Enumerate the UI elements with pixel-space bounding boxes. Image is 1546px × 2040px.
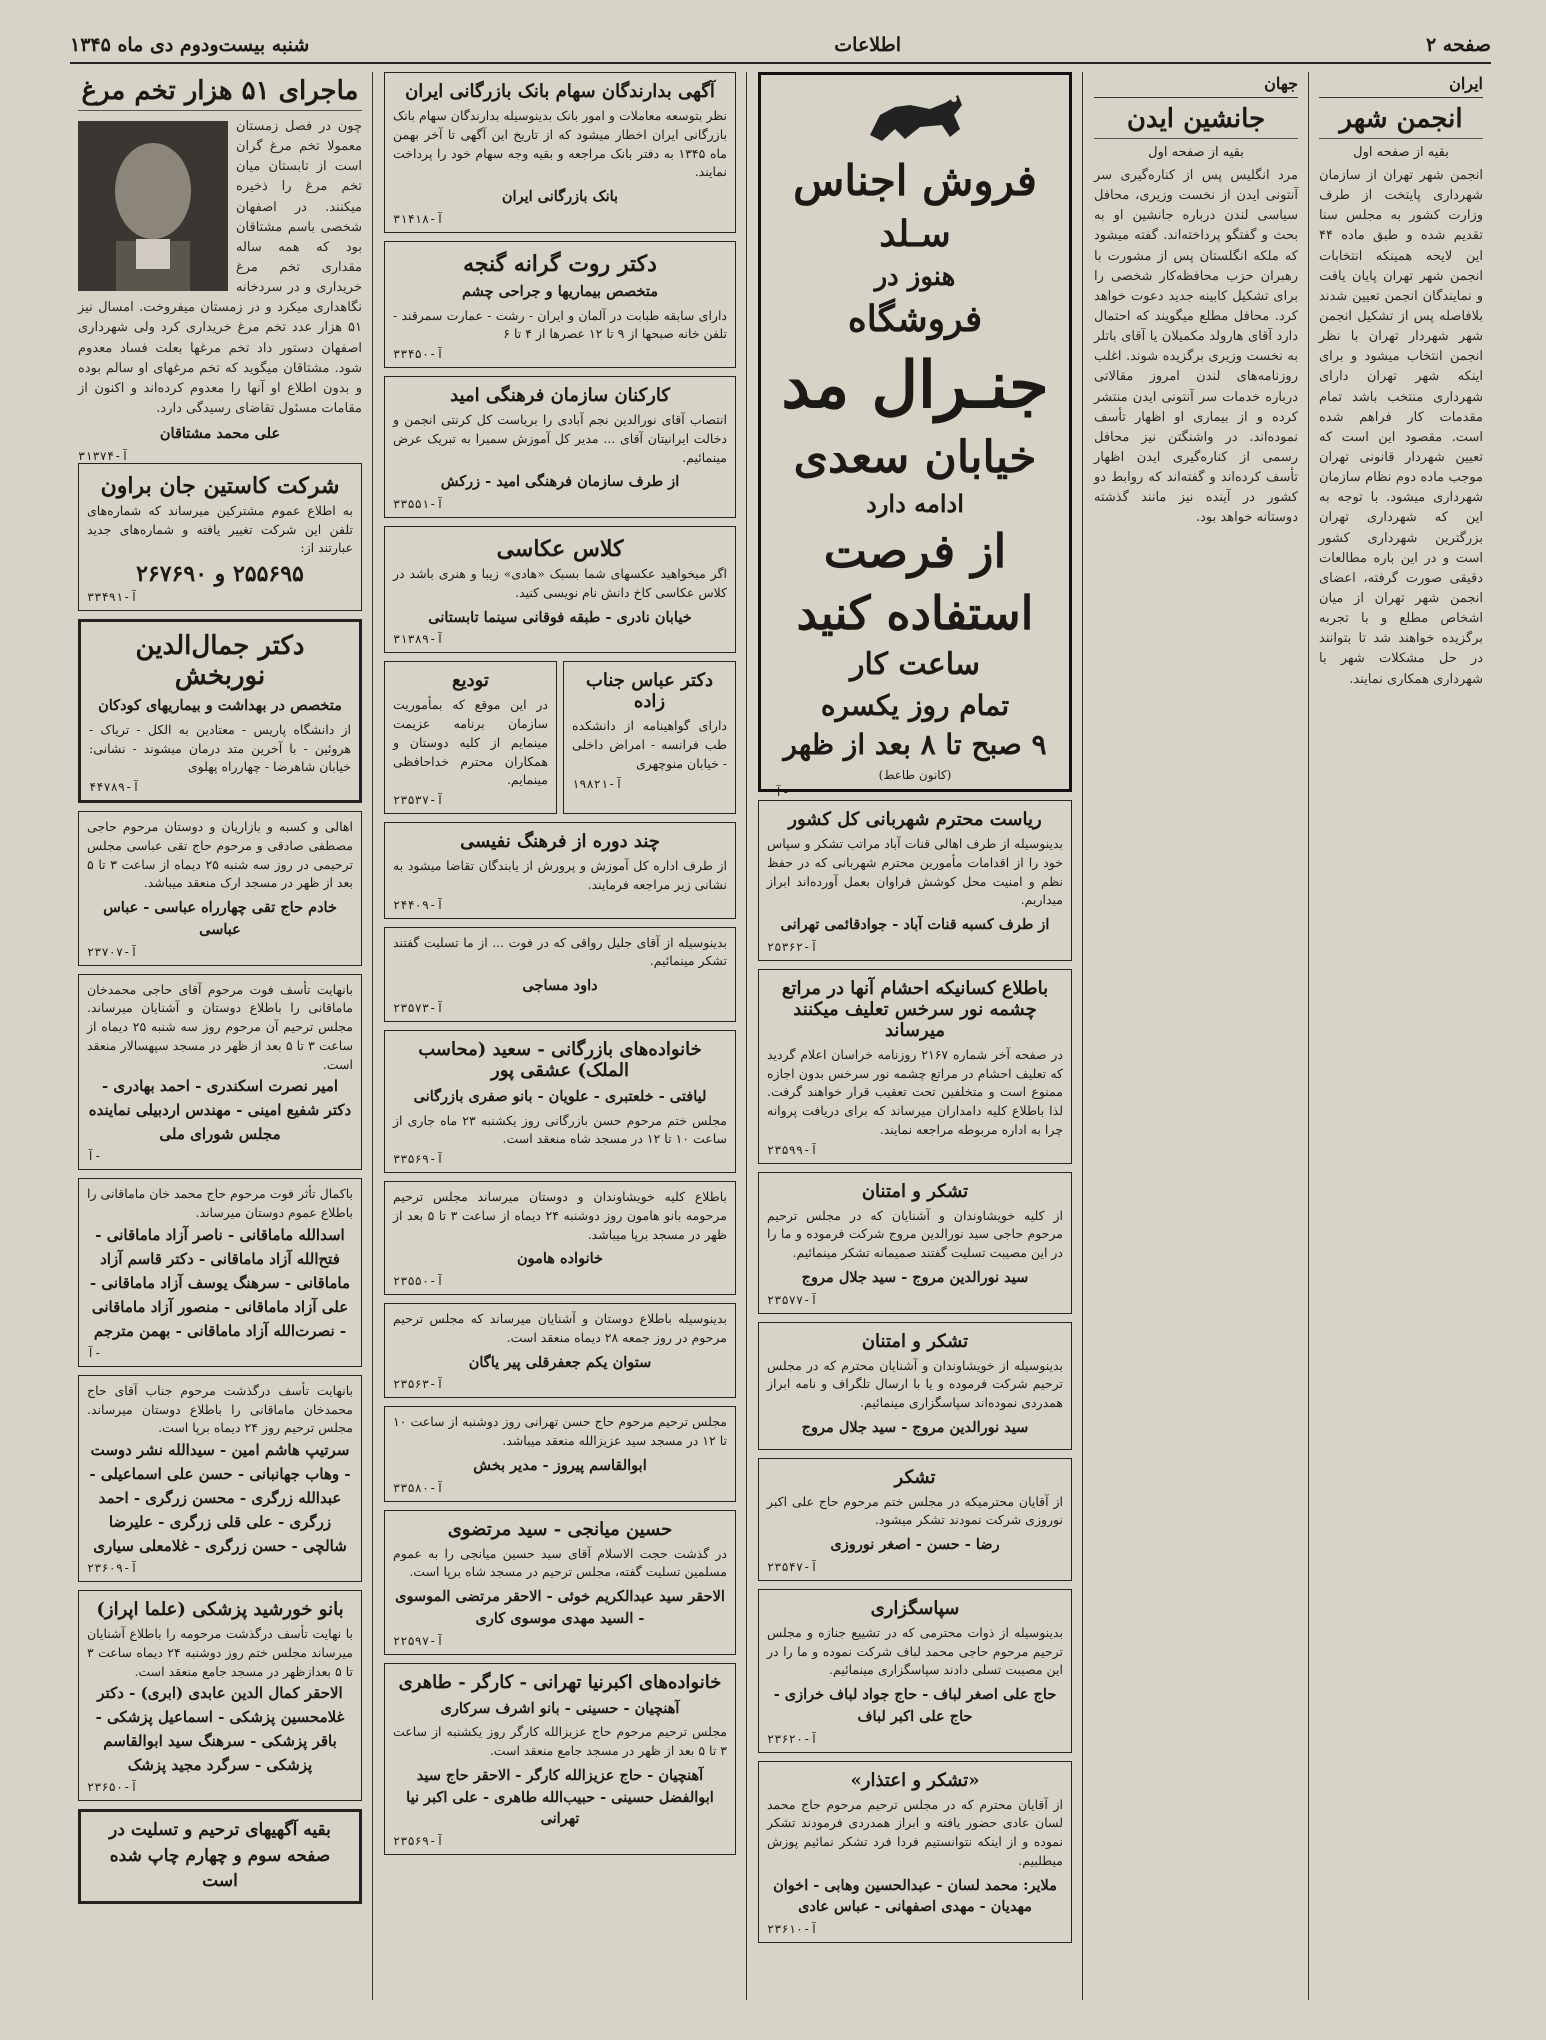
article-continued: بقیه از صفحه اول bbox=[1148, 145, 1244, 160]
hours-time: ۹ صبح تا ۸ بعد از ظهر bbox=[783, 727, 1047, 761]
doctor-ad bbox=[384, 241, 736, 368]
notice-title: تشکر و امتنان bbox=[861, 1330, 969, 1352]
notice-police bbox=[758, 800, 1072, 961]
notice-names: آهنچیان - حسینی - بانو اشرف سرکاری bbox=[440, 1699, 680, 1717]
notice-text: با نهایت تأسف درگذشت مرحومه را باطلاع آشنایان میرساند مجلس ختم روز دوشنبه ۲۴ دیماه ساعت ۳ تا ۵ بعدازظهر در مسجد جامع منعقد است. bbox=[87, 1626, 353, 1679]
ad-code: آ-۲۳۶۵۰ bbox=[87, 1780, 138, 1795]
notice-title: کارکنان سازمان فرهنگی امید bbox=[450, 385, 670, 406]
notice-sign: آهنچیان - حاج عزیزالله کارگر - الاحقر حاج سید ابوالفضل حسینی - حبیب‌الله طاهری - علی اکبر نیا تهرانی bbox=[406, 1766, 714, 1828]
condolence-notice bbox=[384, 1510, 736, 1655]
ad-code: آ-۳۱۳۷۴ bbox=[78, 448, 129, 463]
notice-title: ریاست محترم شهربانی کل کشور bbox=[788, 809, 1042, 830]
notice-title: تشکر bbox=[894, 1466, 936, 1488]
ad-code: آ-۳۳۵۸۰ bbox=[393, 1480, 444, 1495]
notice-names: لیافتی - خلعتبری - علویان - بانو صفری بازرگانی bbox=[413, 1087, 707, 1105]
notice-sign: از طرف کسبه قنات آباد - جوادقائمی تهرانی bbox=[780, 916, 1050, 933]
notice-text: در صفحه آخر شماره ۲۱۶۷ روزنامه خراسان اعلام گردید که تعلیف احشام در مراتع چشمه نور سرخس بدون اجازه ممنوع است و متخلفین تحت تعقیب قرار خواهند گرفت. لذا باطلاع کلیه دامداران میرساند که برای دریافت پروانه چرا به اداره مربوطه مراجعه نمایند. bbox=[767, 1046, 1063, 1137]
notice-names: امیر نصرت اسکندری - احمد بهادری - دکتر شفیع امینی - مهندس اردبیلی نماینده مجلس شورای ملی bbox=[88, 1077, 352, 1144]
issue-date: شنبه بیست‌ودوم دی ماه ۱۳۴۵ bbox=[70, 34, 310, 56]
notice-title: کلاس عکاسی bbox=[496, 536, 624, 562]
page-label: صفحه ۲ bbox=[1425, 34, 1491, 56]
article-body: انجمن شهر تهران از سازمان شهرداری پایتخت از طرف وزارت کشور به مجلس سنا تقدیم شده و طبق ماده ۴۴ این لایحه همینکه انتخابات انجمن شهر تهران پایان یافت و نمایندگان انجمن تعیین شدند بلافاصله پس از تشکیل انجمن شهر شهردار تهران با نظر انجمن انتخاب میشود و برای اینکه شهر تهران دارای شهرداری منتخب باشد تمام مقدمات کار فراهم شده است. مقصود این است که تعیین شهردار قانونی تهران موجب ماده دوم نظام سازمان شهرداری میشود. با توجه به این که شهرداری تهران بزرگترین شهرداری کشور است و در این باره مطالعات دقیقی صورت گرفته، اعضای انجمن شهر تهران از میان اشخاص مطلع و با تجربه برگزیده خواهند شد تا بتوانند در حل مشکلات شهر با شهرداری همکاری نمایند. bbox=[1319, 168, 1483, 687]
column-iran bbox=[1311, 72, 1491, 2000]
thanks-notice bbox=[758, 1458, 1072, 1581]
ad-code: آ-۱۹۸۲۱ bbox=[572, 776, 623, 791]
doctor-name: دکتر عباس جناب زاده bbox=[585, 670, 714, 713]
doctor-specialty: متخصص بیماریها و جراحی چشم bbox=[462, 282, 658, 300]
notice-names: سرتیپ هاشم امین - سیدالله نشر دوست - وهاب جهانبانی - حسن علی اسماعیلی - عبدالله زرگری - محسن زرگری - احمد زرگری - علی قلی زرگری - علیرضا شالچی - حسن زرگری - غلامعلی سیاری bbox=[89, 1441, 351, 1556]
paper-name: اطلاعات bbox=[834, 34, 902, 56]
column-ads-middle bbox=[376, 72, 744, 2000]
sale-line: سـلد bbox=[879, 212, 951, 255]
lost-item-ad bbox=[384, 822, 736, 919]
notice-names: اسدالله ماماقانی - ناصر آزاد ماماقانی - فتح‌الله آزاد ماماقانی - دکتر قاسم آزاد ماماقانی - سرهنگ یوسف آزاد ماماقانی - علی آزاد ماماقانی - منصور آزاد ماماقانی - نصرت‌الله آزاد ماماقانی - بهمن مترجم bbox=[89, 1225, 351, 1340]
column-world bbox=[1086, 72, 1306, 2000]
notice-sign: از طرف سازمان فرهنگی امید - زرکش bbox=[440, 473, 680, 491]
phone-numbers: ۲۵۵۶۹۵ و ۲۶۷۶۹۰ bbox=[136, 561, 304, 588]
article-body: مرد انگلیس پس از کناره‌گیری سر آنتونی ایدن از نخست وزیری، محافل سیاسی لندن درباره جانشین او به بحث و گفتگو پرداخته‌اند. گفته میشود که ملکه انگلستان پس از مشورت با رهبران حزب محافظه‌کار شخصی را برای تشکیل کابینه جدید دعوت خواهد کرد. محافل مطلع میگویند که احتمال دارد آقای هارولد مکمیلان یا آقای باتلر به نخست وزیری برگزیده شوند. اغلب روزنامه‌های لندن امروز مقالاتی درباره خدمات سر آنتونی ایدن منتشر کرده و از بیماری او اظهار تأسف نموده‌اند. در واشنگتن نیز محافل رسمی از کناره‌گیری ایدن اظهار تأسف کرده‌اند و گفته‌اند که روابط دو کشور در آینده نیز مانند گذشته دوستانه خواهد بود. bbox=[1094, 168, 1298, 526]
notice-sign: سید نورالدین مروج - سید جلال مروج bbox=[801, 1418, 1029, 1436]
notice-title: تودیع bbox=[452, 670, 489, 692]
notice-title: آگهی بدارندگان سهام بانک بازرگانی ایران bbox=[405, 81, 715, 102]
article-headline: انجمن شهر bbox=[1319, 104, 1483, 139]
thanks-notice bbox=[758, 1589, 1072, 1753]
section-label: جهان bbox=[1094, 72, 1298, 98]
notice-title: چند دوره از فرهنگ نفیسی bbox=[460, 831, 660, 852]
notice-text: بانهایت تأسف درگذشت مرحوم جناب آقای حاج محمدخان ماماقانی را باطلاع دوستان میرساند. مجلس ترحیم روز ۲۴ دیماه برپا است. bbox=[87, 1382, 353, 1436]
article-headline: ماجرای ۵۱ هزار تخم مرغ bbox=[78, 76, 362, 111]
sale-line: استفاده کنید bbox=[796, 585, 1034, 640]
column-rule bbox=[372, 72, 373, 2000]
ad-code: آ-۴۴۷۸۹ bbox=[89, 780, 140, 795]
doctor-name: دکتر روت گرانه گنجه bbox=[463, 250, 657, 277]
sale-line: ادامه دارد bbox=[866, 489, 964, 518]
condolence-notice bbox=[78, 1590, 362, 1801]
ad-code: آ- bbox=[87, 1149, 102, 1164]
culture-ad bbox=[384, 376, 736, 518]
sale-advertisement bbox=[758, 72, 1072, 799]
bank-notice bbox=[384, 72, 736, 233]
ad-code: آ-۲۳۵۴۷ bbox=[767, 1559, 818, 1574]
notice-text: بدینوسیله از آقای جلیل رواقی که در فوت ... از ما تسلیت گفتند تشکر مینمائیم. bbox=[393, 934, 727, 969]
notice-text: باطلاع کلیه خویشاوندان و دوستان میرساند مجلس ترحیم مرحومه بانو هامون روز دوشنبه ۲۴ دیماه از ساعت ۳ تا ۵ بعد از ظهر در مسجد برپا میباشد. bbox=[393, 1189, 728, 1242]
notice-title: ستوان یکم جعفرقلی پیر یاگان bbox=[468, 1353, 652, 1371]
notice-pasture bbox=[758, 969, 1072, 1164]
ad-code: آ- bbox=[775, 784, 790, 799]
egg-story bbox=[78, 76, 362, 463]
article-body: چون در فصل زمستان معمولا تخم مرغ گران است از تابستان میان تخم مرغ را ذخیره میکنند. در اصفهان شخصی باسم مشتاقان بود که همه ساله مقداری تخم مرغ خریداری و در سردخانه نگاهداری میکرد و در زمستان میفروخت. امسال نیز ۵۱ هزار عدد تخم مرغ خریداری کرد ولی شهرداری اصفهان دستور داد تخم مرغها بعلت فساد معدوم شود. مشتاقان میگوید که تخم مرغهای او سالم بوده و بدون اطلاع او آنها را معدوم کرده‌اند و اکنون از مقامات مسئول تقاضای رسیدگی دارد. bbox=[78, 119, 362, 416]
notice-title: باطلاع کسانیکه احشام آنها در مراتع چشمه نور سرخس تعلیف میکنند میرساند bbox=[781, 977, 1049, 1041]
notice-text: از کلیه خویشاوندان و آشنایان که در مجلس ترحیم مرحوم حاجی سید نورالدین مروج شرکت فرموده و ما را در این مصیبت تسلیت گفتند صمیمانه تشکر مینمائیم. bbox=[767, 1207, 1063, 1260]
notice-title: بانو خورشید پزشکی (علما اپراز) bbox=[96, 1599, 344, 1621]
store-name: جنـرال مد bbox=[781, 348, 1049, 423]
footer-note-box bbox=[78, 1809, 362, 1904]
footer-note: بقیه آگهیهای ترحیم و تسلیت در صفحه سوم و چهارم چاپ شده است bbox=[109, 1820, 331, 1892]
company-name: شرکت کاستین جان براون bbox=[100, 472, 340, 499]
notice-text: اگر میخواهید عکسهای شما بسبک «هادی» زیبا و هنری باشد در کلاس عکاسی کاخ دانش نام نویسی کنید. bbox=[393, 566, 727, 600]
sale-line: هنوز در bbox=[874, 261, 956, 292]
thanks-notice bbox=[758, 1761, 1072, 1944]
doctor-ad bbox=[78, 619, 362, 803]
notice-text: بدینوسیله از ذوات محترمی که در تشییع جنازه و مجلس ترحیم مرحوم حاجی محمد لباف شرکت نموده و ما را در این مصیبت تسلی دادند سپاسگزاری مینمائیم. bbox=[767, 1624, 1063, 1678]
ad-code: آ-۳۱۳۸۹ bbox=[393, 632, 444, 647]
ad-code: آ-۲۳۶۰۹ bbox=[87, 1561, 138, 1576]
notice-text: بدینوسیله باطلاع دوستان و آشنایان میرساند که مجلس ترحیم مرحوم در روز جمعه ۲۸ دیماه منعقد است. bbox=[393, 1311, 727, 1345]
doctor-name: دکتر جمال‌الدین نوربخش bbox=[135, 631, 305, 692]
ad-code: آ-۳۳۵۶۹ bbox=[393, 1152, 444, 1166]
ad-code: آ-۲۳۵۶۳ bbox=[393, 1377, 444, 1392]
notice-names: الاحقر کمال الدین عابدی (ابری) - دکتر غلامحسین پزشکی - اسماعیل پزشکی - باقر پزشکی - سرهنگ سید ابوالقاسم پزشکی - سرگرد مجید پزشک bbox=[95, 1684, 345, 1775]
ad-code: آ-۲۳۵۹۹ bbox=[767, 1142, 818, 1157]
photo-class-ad bbox=[384, 526, 736, 653]
notice-text: باکمال تأثر فوت مرحوم حاج محمد خان ماماقانی را باطلاع عموم دوستان میرساند. bbox=[87, 1186, 353, 1221]
condolence-notice bbox=[78, 974, 362, 1171]
notice-text: انتصاب آقای نورالدین نجم آبادی را بریاست کل کرنتی انجمن و دخالت ایرانیتان آقای ... مدیر کل آموزش سمیرا به تبریک عرض مینمائیم. bbox=[393, 412, 727, 465]
article-byline: علی محمد مشتاقان bbox=[159, 425, 281, 443]
condolence-notice bbox=[384, 1663, 736, 1856]
notice-sign: داود مساجی bbox=[522, 977, 598, 994]
notice-text: از طرف اداره کل آموزش و پرورش از یابندگان تقاضا میشود به نشانی زیر مراجعه فرمایند. bbox=[393, 858, 727, 892]
farewell-ad bbox=[384, 661, 557, 814]
ad-code: آ-۲۳۵۳۷ bbox=[393, 793, 444, 807]
sale-line: فروش اجناس bbox=[793, 156, 1037, 205]
condolence-notice bbox=[384, 1303, 736, 1398]
notice-title: ابوالقاسم پیروز - مدیر بخش bbox=[473, 1456, 647, 1474]
condolence-notice bbox=[78, 811, 362, 966]
notice-text: در گذشت حجت الاسلام آقای سید حسین میانجی را به عموم مسلمین تسلیت گفته، مجلس ترحیم در مسجد شاه برپا است. bbox=[393, 1545, 727, 1580]
notice-text: از آقایان محترم که در مجلس ترحیم مرحوم حاج محمد لسان عادی حضور یافته و ابراز همدردی فرمودند تشکر نموده و از اینکه نتوانستیم فردا فرد تشکر نمائیم پوزش میطلبیم. bbox=[767, 1796, 1063, 1868]
notice-text: از آقایان محترمیکه در مجلس ختم مرحوم حاج علی اکبر نوروزی شرکت نمودند تشکر میشود. bbox=[767, 1493, 1063, 1528]
column-rule bbox=[746, 72, 747, 2000]
portrait-photo bbox=[78, 121, 228, 291]
doctor-details: دارای سابقه طبابت در آلمان و ایران - رشت - عمارت سمرقند - تلفن خانه صبحها از ۹ تا ۱۲ عصرها از ۴ تا ۶ bbox=[393, 307, 727, 342]
column-rule bbox=[1308, 72, 1309, 2000]
notice-text: مجلس ترحیم مرحوم حاج حسن تهرانی روز دوشنبه از ساعت ۱۰ تا ۱۲ در مسجد سید عزیزالله منعقد میباشد. bbox=[393, 1414, 727, 1448]
notice-title: خانواده‌های بازرگانی - سعید (محاسب الملک) عشقی پور bbox=[418, 1038, 702, 1081]
store-street: خیابان سعدی bbox=[793, 432, 1037, 483]
company-ad bbox=[78, 463, 362, 611]
ad-code: آ-۲۴۴۰۹ bbox=[393, 897, 444, 912]
notice-sign: سید نورالدین مروج - سید جلال مروج bbox=[801, 1268, 1029, 1286]
notice-sign: بانک بازرگانی ایران bbox=[501, 188, 619, 205]
condolence-notice bbox=[384, 927, 736, 1022]
ad-code: آ-۳۳۴۹۱ bbox=[87, 590, 138, 605]
notice-title: «تشکر و اعتذار» bbox=[850, 1769, 980, 1791]
column-ads-center bbox=[750, 72, 1080, 2000]
notice-text: بدینوسیله از طرف اهالی قنات آباد مراتب تشکر و سپاس خود را از اقدامات مأمورین محترم شهربانی که در حفظ نظم و امنیت محل کوشش فراوان بعمل آورده‌اند ابراز میداریم. bbox=[767, 836, 1063, 908]
lion-logo-icon bbox=[850, 85, 980, 147]
ad-code: آ- bbox=[87, 1345, 102, 1360]
ad-code: آ-۲۳۵۷۳ bbox=[393, 1000, 444, 1015]
condolence-notice bbox=[384, 1181, 736, 1295]
ad-code: آ-۳۱۴۱۸ bbox=[393, 211, 444, 226]
notice-title: حسین میانجی - سید مرتضوی bbox=[447, 1518, 673, 1540]
article-headline: جانشین ایدن bbox=[1094, 104, 1298, 139]
doctor-ad bbox=[563, 661, 736, 814]
hours-text: تمام روز یکسره bbox=[820, 688, 1010, 722]
ad-row bbox=[384, 661, 736, 822]
notice-text: مجلس ترحیم مرحوم حاج عزیزالله کارگر روز یکشنبه از ساعت ۳ تا ۵ بعد از ظهر در مسجد جامع منعقد است. bbox=[393, 1724, 727, 1758]
ad-code: آ-۲۳۶۱۰ bbox=[767, 1922, 818, 1936]
notice-text: به اطلاع عموم مشترکین میرساند که شماره‌های تلفن این شرکت تغییر یافته و شماره‌های جدید عبارتند از: bbox=[87, 502, 353, 556]
notice-sign: حاج علی اصغر لباف - حاج جواد لباف خرازی - حاج علی اکبر لباف bbox=[773, 1686, 1057, 1725]
column-rule bbox=[1082, 72, 1083, 2000]
agency-note: (کانون طاعط) bbox=[878, 767, 952, 782]
ad-code: آ-۲۲۵۹۷ bbox=[393, 1633, 444, 1648]
condolence-notice bbox=[78, 1178, 362, 1367]
condolence-notice bbox=[384, 1030, 736, 1173]
notice-title: خانواده‌های اکبرنیا تهرانی - کارگر - طاهری bbox=[398, 1671, 722, 1693]
ad-code: آ-۲۵۳۶۲ bbox=[767, 939, 818, 954]
ad-code: آ-۲۳۷۰۷ bbox=[87, 944, 138, 959]
doctor-details: از دانشگاه پاریس - معتادین به الکل - تریاک - هروئین - با آخرین متد درمان میشوند - نشانی: خیابان شاهرضا - چهارراه پهلوی bbox=[89, 721, 351, 775]
section-label: ایران bbox=[1319, 72, 1483, 98]
thanks-notice bbox=[758, 1172, 1072, 1314]
notice-sign: الاحقر سید عبدالکریم خوئی - الاحقر مرتضی الموسوی - السید مهدی موسوی کاری bbox=[395, 1588, 725, 1627]
masthead bbox=[70, 28, 1491, 64]
hours-label: ساعت کار bbox=[850, 647, 980, 682]
notice-sign: خادم حاج تقی چهارراه عباسی - عباس عباسی bbox=[103, 899, 337, 938]
notice-text: اهالی و کسبه و بازاریان و دوستان مرحوم حاجی مصطفی صادقی و مرحوم حاج تقی عباسی مجلس ترحیمی در روز سه شنبه ۲۵ دیماه از ساعت ۳ تا ۵ بعد از ظهر در مسجد ارک منعقد میباشد. bbox=[87, 819, 353, 891]
column-left bbox=[70, 72, 370, 2000]
sale-line: از فرصت bbox=[823, 524, 1007, 578]
notice-title: تشکر و امتنان bbox=[861, 1180, 969, 1202]
notice-text: مجلس ختم مرحوم حسن بازرگانی روز یکشنبه ۲۳ ماه جاری از ساعت ۱۰ تا ۱۲ در مسجد شاه منعقد است. bbox=[393, 1112, 727, 1147]
condolence-notice bbox=[384, 1406, 736, 1501]
notice-text: در این موقع که بمأموریت سازمان برنامه عزیمت مینمایم از کلیه دوستان و همکاران محترم خداحافظی مینمایم. bbox=[393, 697, 548, 788]
ad-code: آ-۲۳۵۷۷ bbox=[767, 1292, 818, 1307]
notice-text: بدینوسیله از خویشاوندان و آشنایان محترم که در مجلس ترحیم شرکت فرموده و یا با ارسال تلگراف و نامه ابراز همدردی نموده‌اند سپاسگزاری مینمائیم. bbox=[767, 1357, 1063, 1410]
notice-sign: رضا - حسن - اصغر نوروزی bbox=[830, 1536, 1000, 1553]
doctor-details: دارای گواهینامه از دانشکده طب فرانسه - امراض داخلی - خیابان منوچهری bbox=[572, 718, 727, 771]
notice-text: نظر بتوسعه معاملات و امور بانک بدینوسیله بدارندگان سهام بانک بازرگانی ایران اخطار میشود که از تاریخ این آگهی تا آخر بهمن ماه ۱۳۴۵ به دفتر بانک مراجعه و بقیه وجه سهام خود را پرداخت نمایند. bbox=[393, 108, 727, 180]
notice-title: سپاسگزاری bbox=[870, 1597, 960, 1619]
doctor-specialty: متخصص در بهداشت و بیماریهای کودکان bbox=[98, 697, 342, 715]
condolence-notice bbox=[78, 1375, 362, 1582]
ad-code: آ-۲۳۵۵۰ bbox=[393, 1274, 444, 1288]
ad-address: خیابان نادری - طبقه فوقانی سینما تابستانی bbox=[428, 608, 692, 626]
article-continued: بقیه از صفحه اول bbox=[1353, 145, 1449, 160]
ad-code: آ-۲۳۶۲۰ bbox=[767, 1731, 818, 1746]
notice-title: خانواده هامون bbox=[516, 1250, 603, 1268]
ad-code: آ-۳۳۴۵۰ bbox=[393, 347, 444, 361]
sale-line: فروشگاه bbox=[847, 298, 983, 340]
notice-sign: ملایر: محمد لسان - عبدالحسین وهابی - اخوان مهدیان - مهدی اصفهانی - عباس عادی bbox=[773, 1876, 1057, 1916]
ad-code: آ-۳۳۵۵۱ bbox=[393, 497, 444, 511]
ad-code: آ-۲۳۵۶۹ bbox=[393, 1834, 444, 1848]
notice-text: بانهایت تأسف فوت مرحوم آقای حاجی محمدخان ماماقانی را باطلاع دوستان و آشنایان میرساند. مجلس ترحیم آن مرحوم روز سه شنبه ۲۵ دیماه از ساعت ۳ تا ۵ بعد از ظهر در مسجد سپهسالار منعقد است. bbox=[87, 981, 353, 1072]
thanks-notice bbox=[758, 1322, 1072, 1450]
